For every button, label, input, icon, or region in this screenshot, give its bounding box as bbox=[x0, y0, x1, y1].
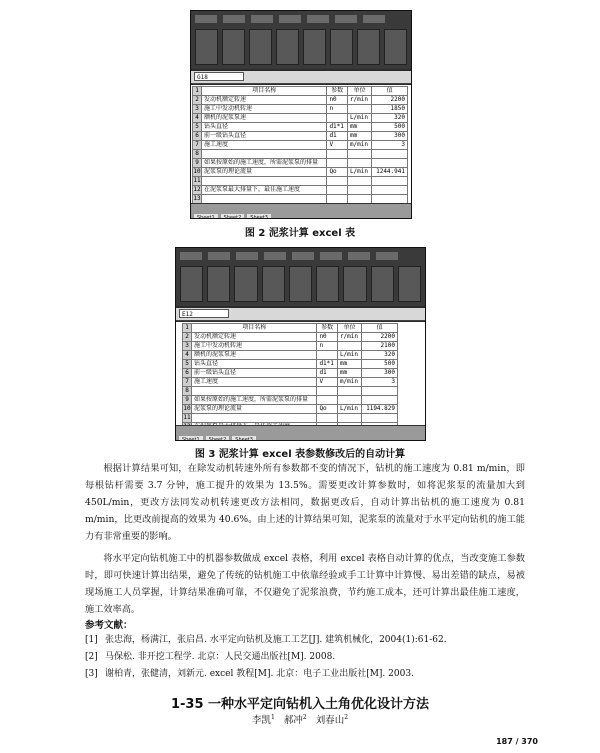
table-row bbox=[183, 342, 398, 351]
author-name: 李凯 bbox=[251, 715, 271, 726]
reference-text: 张忠海，杨满江，张启昌. 水平定向钻机及施工工艺[J]. 建筑机械化，2004(1):61-62. bbox=[105, 635, 447, 645]
table-cell[interactable]: 钻头直径 bbox=[192, 360, 317, 369]
row-number[interactable] bbox=[183, 441, 192, 442]
table-cell[interactable] bbox=[202, 177, 327, 186]
table-cell[interactable] bbox=[337, 342, 361, 351]
table-cell[interactable] bbox=[327, 177, 348, 186]
table-cell[interactable]: d1 bbox=[327, 132, 348, 141]
row-number[interactable]: 1 bbox=[183, 324, 192, 333]
table-cell[interactable]: 单位 bbox=[337, 324, 361, 333]
table-cell[interactable]: 参数 bbox=[317, 324, 338, 333]
formula-bar bbox=[191, 71, 411, 84]
table-cell[interactable]: d1*1 bbox=[317, 360, 338, 369]
reference-item bbox=[85, 649, 535, 666]
table-cell[interactable]: 2200 bbox=[372, 96, 408, 105]
table-cell[interactable]: mm bbox=[337, 360, 361, 369]
table-cell[interactable] bbox=[317, 387, 338, 396]
row-number[interactable]: 11 bbox=[193, 177, 201, 184]
table-cell[interactable]: 施工中发动机转速 bbox=[202, 105, 327, 114]
table-cell[interactable]: 值 bbox=[372, 87, 408, 96]
table-row bbox=[183, 378, 398, 387]
page-number: 187 / 370 bbox=[496, 737, 538, 746]
sheet-tabs bbox=[176, 425, 425, 440]
reference-number: [2] bbox=[85, 652, 98, 662]
excel-table bbox=[182, 323, 398, 441]
table-cell[interactable] bbox=[327, 114, 348, 123]
table-row bbox=[183, 387, 398, 396]
spreadsheet-grid bbox=[176, 322, 425, 426]
row-number[interactable]: 6 bbox=[193, 132, 202, 141]
reference-text: 谢柏青，张健清，刘新元. excel 教程[M]. 北京：电子工业出版社[M]. 2003. bbox=[105, 669, 414, 679]
table-cell[interactable] bbox=[347, 150, 371, 159]
table-row bbox=[183, 405, 398, 414]
table-cell[interactable]: 项目名称 bbox=[192, 324, 317, 333]
row-number[interactable]: 9 bbox=[183, 396, 192, 405]
table-cell[interactable]: d1 bbox=[317, 369, 338, 378]
table-cell[interactable]: 发动机额定转速 bbox=[202, 96, 327, 105]
paragraph: 将水平定向钻机施工中的机器参数做成 excel 表格，利用 excel 表格自动计算的优点，当改变施工参数时，即可快速计算出结果，避免了传统的钻机施工中依靠经验或手工计算中计算慢、易出差错的缺点，易被现场施工人员掌握，计算结果准确可靠，不仅避免了泥浆浪费，节约施工成本，还可计算出最佳施工速度，施工效率高。 bbox=[85, 553, 525, 615]
table-cell[interactable]: L/min bbox=[347, 114, 371, 123]
table-cell[interactable]: 在泥浆泵最大排量下，最佳施工速度 bbox=[202, 186, 327, 195]
table-row bbox=[193, 105, 408, 114]
table-cell[interactable]: n0 bbox=[327, 96, 348, 105]
table-row bbox=[193, 123, 408, 132]
sheet-tab: Sheet3 bbox=[232, 436, 256, 441]
table-cell[interactable] bbox=[192, 414, 317, 423]
author-affiliation: 2 bbox=[344, 713, 349, 721]
row-number[interactable]: 10 bbox=[183, 405, 191, 412]
table-cell[interactable]: 320 bbox=[362, 351, 398, 360]
table-row bbox=[183, 396, 398, 405]
table-cell[interactable]: L/min bbox=[347, 168, 371, 177]
row-number[interactable]: 10 bbox=[193, 168, 201, 175]
table-cell[interactable]: 发动机额定转速 bbox=[192, 333, 317, 342]
table-cell[interactable]: 1850 bbox=[372, 105, 408, 114]
paragraph: 根据计算结果可知，在除发动机转速外所有参数都不变的情况下，钻机的施工速度为 0.81 m/min，即每根钻杆需要 3.7 分钟，施工提升的效果为 13.5%。需要更改计算参数时，如将泥浆泵的流量加大到 450L/min，更改方法同发动机转速更改方法相同，数据更改后，自动计算出钻机的施工速度为 0.81 m/min，比更改前提高的效果为 40.6%。由上述的计算结果可知，泥浆泵的流量对于水平定向钻机的施工能力有非常重要的影响。 bbox=[85, 463, 525, 542]
reference-number: [1] bbox=[85, 635, 98, 645]
sheet-tabs bbox=[191, 203, 411, 218]
table-cell[interactable] bbox=[317, 414, 338, 423]
cell-reference-box: G18 bbox=[194, 72, 244, 81]
author-name: 郝冲 bbox=[283, 715, 303, 726]
table-cell[interactable]: 1194.829 bbox=[362, 405, 398, 414]
table-cell[interactable] bbox=[372, 150, 408, 159]
article-authors bbox=[0, 712, 600, 726]
table-cell[interactable]: 320 bbox=[372, 114, 408, 123]
table-row bbox=[193, 159, 408, 168]
table-row bbox=[193, 114, 408, 123]
table-cell[interactable]: 500 bbox=[362, 360, 398, 369]
table-cell[interactable]: 施工速度 bbox=[192, 378, 317, 387]
table-cell[interactable] bbox=[362, 441, 398, 442]
table-row bbox=[183, 360, 398, 369]
row-number[interactable]: 3 bbox=[193, 105, 202, 114]
row-number[interactable]: 8 bbox=[193, 150, 202, 159]
table-row bbox=[193, 168, 408, 177]
reference-item bbox=[85, 666, 535, 683]
table-cell[interactable]: 2200 bbox=[362, 333, 398, 342]
sheet-tab: Sheet1 bbox=[194, 214, 218, 219]
table-row bbox=[183, 369, 398, 378]
row-number[interactable]: 1 bbox=[193, 87, 202, 96]
table-cell[interactable]: Qo bbox=[327, 168, 348, 177]
table-cell[interactable] bbox=[317, 396, 338, 405]
table-cell[interactable]: 2100 bbox=[362, 342, 398, 351]
table-row bbox=[193, 186, 408, 195]
table-cell[interactable] bbox=[347, 186, 371, 195]
cell-reference-box: E12 bbox=[179, 309, 229, 318]
table-cell[interactable] bbox=[347, 105, 371, 114]
author-affiliation: 2 bbox=[302, 713, 307, 721]
author-name: 刘春山 bbox=[315, 715, 345, 726]
table-cell[interactable]: 3 bbox=[362, 378, 398, 387]
table-cell[interactable] bbox=[362, 387, 398, 396]
sheet-tab: Sheet3 bbox=[247, 214, 271, 219]
table-cell[interactable]: Qo bbox=[317, 405, 338, 414]
table-cell[interactable]: 单位 bbox=[347, 87, 371, 96]
row-number[interactable]: 7 bbox=[183, 378, 192, 387]
table-cell[interactable] bbox=[337, 396, 361, 405]
figure-2-excel-screenshot bbox=[190, 10, 412, 219]
sheet-tab: Sheet1 bbox=[179, 436, 203, 441]
table-row bbox=[183, 324, 398, 333]
table-cell[interactable] bbox=[372, 177, 408, 186]
table-cell[interactable] bbox=[317, 351, 338, 360]
table-cell[interactable] bbox=[327, 159, 348, 168]
table-cell[interactable]: 参数 bbox=[327, 87, 348, 96]
table-row bbox=[183, 333, 398, 342]
row-number[interactable]: 2 bbox=[193, 96, 202, 105]
table-row bbox=[183, 441, 398, 442]
row-number[interactable]: 9 bbox=[193, 159, 202, 168]
excel-ribbon bbox=[191, 11, 411, 69]
table-cell[interactable]: mm bbox=[347, 132, 371, 141]
row-number[interactable]: 12 bbox=[193, 186, 201, 193]
reference-text: 马保松. 非开挖工程学. 北京：人民交通出版社[M]. 2008. bbox=[105, 652, 336, 662]
table-cell[interactable]: 1244.941 bbox=[372, 168, 408, 177]
table-cell[interactable]: 前一级钻头直径 bbox=[192, 369, 317, 378]
table-cell[interactable]: 额机的泥浆泵速 bbox=[192, 351, 317, 360]
table-cell[interactable] bbox=[362, 396, 398, 405]
table-cell[interactable]: 300 bbox=[362, 369, 398, 378]
table-cell[interactable]: m/min bbox=[337, 378, 361, 387]
table-row bbox=[183, 414, 398, 423]
table-cell[interactable]: 值 bbox=[362, 324, 398, 333]
references-list bbox=[85, 632, 535, 683]
row-number[interactable]: 5 bbox=[193, 123, 202, 132]
table-cell[interactable]: 300 bbox=[372, 132, 408, 141]
table-cell[interactable] bbox=[347, 159, 371, 168]
row-number[interactable]: 11 bbox=[183, 414, 191, 421]
excel-table bbox=[192, 86, 408, 213]
table-cell[interactable] bbox=[337, 414, 361, 423]
row-number[interactable]: 6 bbox=[183, 369, 192, 378]
row-number[interactable]: 4 bbox=[193, 114, 202, 123]
reference-number: [3] bbox=[85, 669, 98, 679]
table-cell[interactable]: 如果按原始的施工速度，所需泥浆泵的排量 bbox=[192, 396, 317, 405]
body-text bbox=[85, 460, 525, 618]
table-cell[interactable]: n0 bbox=[317, 333, 338, 342]
figure-2-caption: 图 2 泥浆计算 excel 表 bbox=[244, 228, 356, 239]
figure-3-caption: 图 3 泥浆计算 excel 表参数修改后的自动计算 bbox=[194, 449, 406, 460]
table-cell[interactable]: 3 bbox=[372, 141, 408, 150]
table-cell[interactable] bbox=[347, 177, 371, 186]
table-row bbox=[193, 87, 408, 96]
table-cell[interactable] bbox=[372, 186, 408, 195]
reference-item bbox=[85, 632, 535, 649]
article-title: 1-35 一种水平定向钻机入土角优化设计方法 bbox=[170, 697, 430, 712]
table-cell[interactable]: V bbox=[327, 141, 348, 150]
table-cell[interactable] bbox=[192, 387, 317, 396]
row-number[interactable]: 3 bbox=[183, 342, 192, 351]
table-cell[interactable]: L/min bbox=[337, 405, 361, 414]
table-row bbox=[183, 351, 398, 360]
table-cell[interactable]: 前一级钻头直径 bbox=[202, 132, 327, 141]
table-cell[interactable]: 钻头直径 bbox=[202, 123, 327, 132]
table-cell[interactable]: 泥浆泵的理论流量 bbox=[202, 168, 327, 177]
table-cell[interactable]: 如果按原始的施工速度，所需泥浆泵的排量 bbox=[202, 159, 327, 168]
table-cell[interactable]: r/min bbox=[337, 333, 361, 342]
figure-3-excel-screenshot bbox=[175, 247, 426, 441]
sheet-tab: Sheet2 bbox=[221, 214, 245, 219]
table-cell[interactable]: 项目名称 bbox=[202, 87, 327, 96]
table-cell[interactable]: n bbox=[327, 105, 348, 114]
table-cell[interactable] bbox=[327, 150, 348, 159]
table-row bbox=[193, 177, 408, 186]
excel-ribbon bbox=[176, 248, 425, 306]
row-number[interactable]: 4 bbox=[183, 351, 192, 360]
table-cell[interactable]: m/min bbox=[347, 141, 371, 150]
table-cell[interactable] bbox=[317, 441, 338, 442]
table-cell[interactable] bbox=[337, 441, 361, 442]
row-number[interactable]: 13 bbox=[193, 195, 201, 202]
table-cell[interactable] bbox=[327, 186, 348, 195]
sheet-tab: Sheet2 bbox=[206, 436, 230, 441]
table-cell[interactable] bbox=[337, 387, 361, 396]
formula-bar bbox=[176, 308, 425, 321]
row-number[interactable]: 7 bbox=[193, 141, 202, 150]
table-cell[interactable]: L/min bbox=[337, 351, 361, 360]
table-row bbox=[193, 141, 408, 150]
table-cell[interactable]: 施工速度 bbox=[202, 141, 327, 150]
table-cell[interactable] bbox=[202, 150, 327, 159]
table-cell[interactable] bbox=[372, 159, 408, 168]
table-cell[interactable]: 施工中发动机转速 bbox=[192, 342, 317, 351]
author-affiliation: 1 bbox=[270, 713, 275, 721]
table-row bbox=[193, 150, 408, 159]
table-cell[interactable] bbox=[362, 414, 398, 423]
table-row bbox=[193, 96, 408, 105]
table-cell[interactable]: 泥浆泵的理论流量 bbox=[192, 405, 317, 414]
table-cell[interactable]: d1*1 bbox=[327, 123, 348, 132]
row-number[interactable]: 5 bbox=[183, 360, 192, 369]
table-cell[interactable]: r/min bbox=[347, 96, 371, 105]
table-cell[interactable]: mm bbox=[347, 123, 371, 132]
table-cell[interactable]: V bbox=[317, 378, 338, 387]
row-number[interactable]: 2 bbox=[183, 333, 192, 342]
table-cell[interactable]: n bbox=[317, 342, 338, 351]
spreadsheet-grid bbox=[191, 85, 411, 204]
table-row bbox=[193, 132, 408, 141]
table-cell[interactable]: mm bbox=[337, 369, 361, 378]
row-number[interactable]: 8 bbox=[183, 387, 192, 396]
table-cell[interactable]: 额机的泥浆泵速 bbox=[202, 114, 327, 123]
references-heading: 参考文献： bbox=[85, 620, 133, 631]
table-cell[interactable]: 500 bbox=[372, 123, 408, 132]
table-cell[interactable] bbox=[192, 441, 317, 442]
